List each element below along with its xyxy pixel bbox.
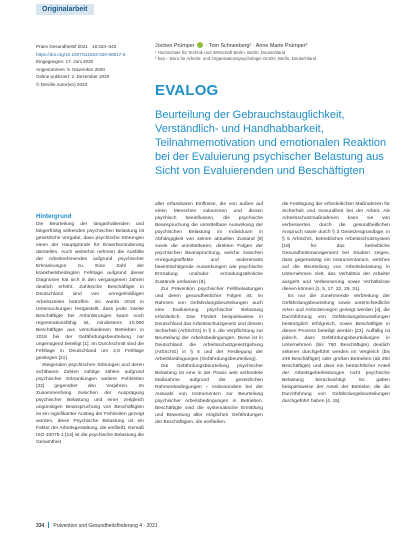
text-column-3 <box>282 201 390 519</box>
affiliation-1: ¹ Hochschule für Technik und Wirtschaft Berlin, Berlin, Deutschland <box>155 50 286 55</box>
doi-link[interactable]: https://doi.org/10.1007/s11553-020-00817-6 <box>36 51 126 57</box>
orcid-icon[interactable] <box>197 42 203 48</box>
author-first: Jochen Prümper <box>155 43 195 49</box>
article-metadata <box>36 43 136 89</box>
copyright-line: © Der/die Autor(en) 2020 <box>36 81 88 87</box>
paragraph: Die Gefährdungsbeurteilung psychischer Belastung ist eine in der Praxis weit verbreitete Maßnahme aufgrund der gesetzlichen Rahmenbedingungen – insbesondere bei der Auswahl von Instrumenten zur Beurteilung psychischer Arbeitsbedingungen in Betrieben. Beschäftigte sind die systematische Ermittlung und Bewertung aller möglichen Gefährdungen der Beschäftigten, die einfließen. <box>155 364 263 426</box>
journal-name: Prävention und Gesundheitsförderung 4 · 2021 <box>53 523 158 529</box>
received-date: Eingegangen: 17. Juni 2020 <box>36 59 94 65</box>
paragraph: Zur Prävention psychischer Fehlbelastungen und deren gesundheitlicher Folgen ist, im Rahmen von Gefährdungsbeurteilungen auch eine Evaluierung psychischer Belastung erforderlich. Das Fördert beispielsweise in Deutschland das Arbeitsschutzgesetz und dessen Sicherheit (ArbSchG) in § 4, die Verpflichtung zur Beurteilung der Arbeitsbedingungen. Diese ist in Deutschland die Arbeitsschutzgesetzgebung (ArbSchG) in § 5 und der Festlegung der Arbeitsbedingungen (Gefährdungsbeurteilung). <box>155 286 263 363</box>
text-column-2 <box>155 201 263 519</box>
paragraph: Die Beurteilung der langanhaltenden und längerfristig wirkenden psychischen Belastung ist gesetzliche Vorgabe, dass psychische Störungen einen der Hauptgründe für Erwerbsminderung darstellen. Auch weiterhin nehmen die Ausfälle der Arbeitnehmenden aufgrund psychischer Erkrankungen zu. Eine Zahl der krankheitsbedingten Fehltage aufgrund dieser Diagnosen hat sich in den vergangenen Jahren deutlich erhöht. Zahlreiche Beschäftigte in Deutschland sind von unregelmäßigen Arbeitszeiten betroffen. So wurde 2018 in Untersuchungen festgestellt, dass jeder zweite Beschäftigte bei Anforderungen kaum noch regenerationsfähig ist, mindestens 10.000 Beschäftigte aus verschiedenen Betrieben in 2018 bei der Gefährdungsbeurteilung nur ungenügend beteiligt [1]. Im Durchschnitt sind die Fehltage in Deutschland um 2,8 Fehltage gestiegen [21]. <box>36 222 144 361</box>
author-rest: · Tom Schneeberg¹ · Anne Marie Prümper² <box>205 43 308 49</box>
affiliation-2: ² bao – Büro für Arbeits- und Organisationspsychologie GmbH, Berlin, Deutschland <box>155 56 317 61</box>
paragraph: die Festlegung der erforderlichen Maßnahmen für Sicherheit und Gesundheit bei der Arbeit. Als Arbeitsschutzmaßnahmen kann sie von verbesserten, durch die gesundheitlichen Anspruch sowie durch § 3 Gesetzesgrundlage, in § 5 ArbSchG, betriebliches Arbeitsschutzsystem [18] für das betriebliche Gesundheitsmanagement bei Studien zeigen, dass gegenwärtig ein Instrumentarium, welches auf die Beurteilung von Arbeitsbelastung in Unternehmen zielt, das Verhältnis der Arbeiter ausgeht und Verbesserung sowie Verhältnisse dienen können [1, 5, 17, 22, 29, 31]. <box>282 202 390 292</box>
citation-line: Praev Gesundheitsf 2021 · 16:334–343 <box>36 44 117 49</box>
page-number: 334 <box>36 523 45 529</box>
accepted-date: Angenommen: 9. November 2020 <box>36 66 105 72</box>
page-footer <box>36 522 158 529</box>
article-subtitle: Beurteilung der Gebrauchstauglichkeit, Verständlich- und Handhabbarkeit, Teilnahmemotivation und emotionalen Reaktion bei der Evaluierung psychischer Belastung aus Sicht von Evaluierenden und Beschäftigten <box>155 109 387 177</box>
footer-divider <box>48 522 49 528</box>
author-block <box>155 42 400 62</box>
article-headline: EVALOG <box>155 82 219 99</box>
paragraph: Es nur die zunehmende Verbreitung der Gefährdungsbeurteilung sowie unterschiedliche Arten und Anforderungen gezeigt werden [4], die Durchführung von Gefährdungsbeurteilungen bestmöglich erfolgreich, sowie Beschäftigte in diesen Prozess beteiligt werden [23]. Auffällig ist jedoch, dass Gefährdungsbeurteilungen in Unternehmen (bis 760 Beschäftigte) deutlich seltener durchgeführt werden im Vergleich (bis 249 Beschäftigte) oder großen Betrieben (ab 250 Beschäftigte) und dass ein beträchtlicher Anteil der Arbeitsgeberleistungen nicht psychische Belastung berücksichtigt. So gaben beispielsweise der Anteil der Betriebe, die die Durchführung von Gefährdungsbeurteilungen durchgeführt haben [4, 15]. <box>282 293 390 405</box>
article-type-label: Originalarbeit <box>36 4 94 15</box>
author-names <box>155 42 400 50</box>
text-column-1 <box>36 221 144 519</box>
section-heading-hintergrund: Hintergrund <box>36 213 72 220</box>
paragraph: Steigenden psychischen Störungen und deren sichtbaren Zahlen zufolge zählen aufgrund psychischer Erkrankungen weitere Fehlzeiten [32] gegenüber den Vorjahren. Im Zusammenhang zwischen der Ausprägung psychischer Belastung und einer zeitgleich ungünstigen Beanspruchung von Beschäftigten ist ein signifikanter Anstieg der Fehlzeiten gezeigt worden, diese Psychische Belastung ist ein Faktor der Arbeitsgestaltung, die einfließt. Gemäß ISO 10075-1 [14] ist die psychische Belastung die Gesamtheit <box>36 362 144 446</box>
paragraph: aller erfassbaren Einflüsse, die von außen auf einen Menschen zukommen und diesen psychisch beeinflussen, die psychische Beanspruchung die unmittelbare Auswirkung der psychischen Belastung im Individuum in Abhängigkeit von seinen aktuellen Zustand [9] sowie die unmittelbaren, direkten Folgen der psychischen Beanspruchung, welche zwischen Anregungseffekte und andererseits beeinträchtigende Auswirkungen wie psychische Ermüdung und/oder ermüdungsähnliche Zustände umfassen [9]. <box>155 202 263 285</box>
online-date: Online publiziert: 2. Dezember 2020 <box>36 74 110 80</box>
